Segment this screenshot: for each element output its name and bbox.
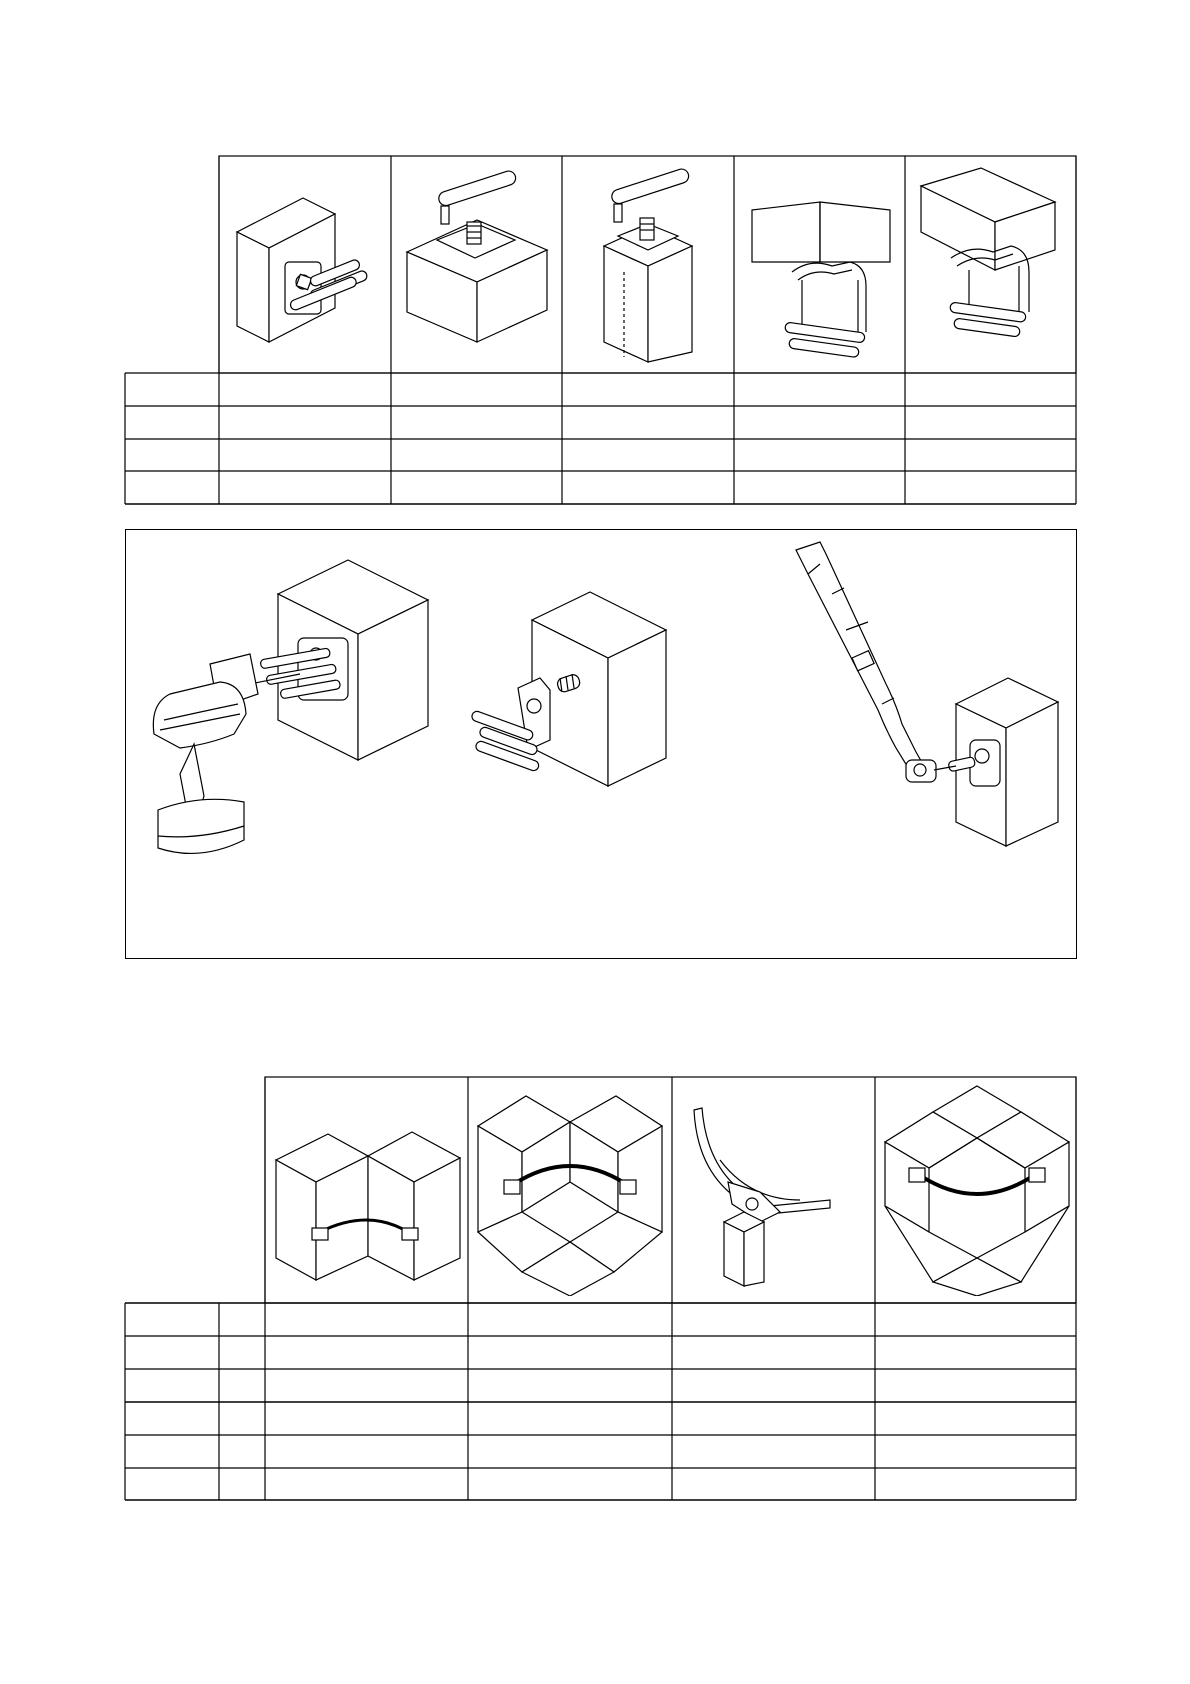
- insert-anchor-bracket-icon: [470, 590, 710, 810]
- torque-wrench-tighten-icon: [786, 534, 1076, 864]
- corner-bracket-table: [0, 1070, 1190, 1510]
- corner-ceiling-arc-bracket-icon: [881, 1082, 1073, 1296]
- wall-mount-bracket-icon: [225, 162, 385, 367]
- installation-steps-panel: [125, 529, 1077, 959]
- top-mount-bracket-icon: [397, 162, 557, 367]
- pillar-top-mount-bracket-icon: [568, 162, 728, 367]
- ceiling-clamp-mount-icon: [740, 162, 900, 367]
- pole-arc-bracket-icon: [680, 1100, 870, 1290]
- outside-corner-bracket-icon: [272, 1100, 462, 1290]
- angled-ceiling-clamp-mount-icon: [911, 162, 1071, 367]
- mount-options-table: [0, 0, 1190, 520]
- drill-wall-icon: [140, 544, 440, 874]
- inside-corner-arc-bracket-icon: [474, 1082, 666, 1296]
